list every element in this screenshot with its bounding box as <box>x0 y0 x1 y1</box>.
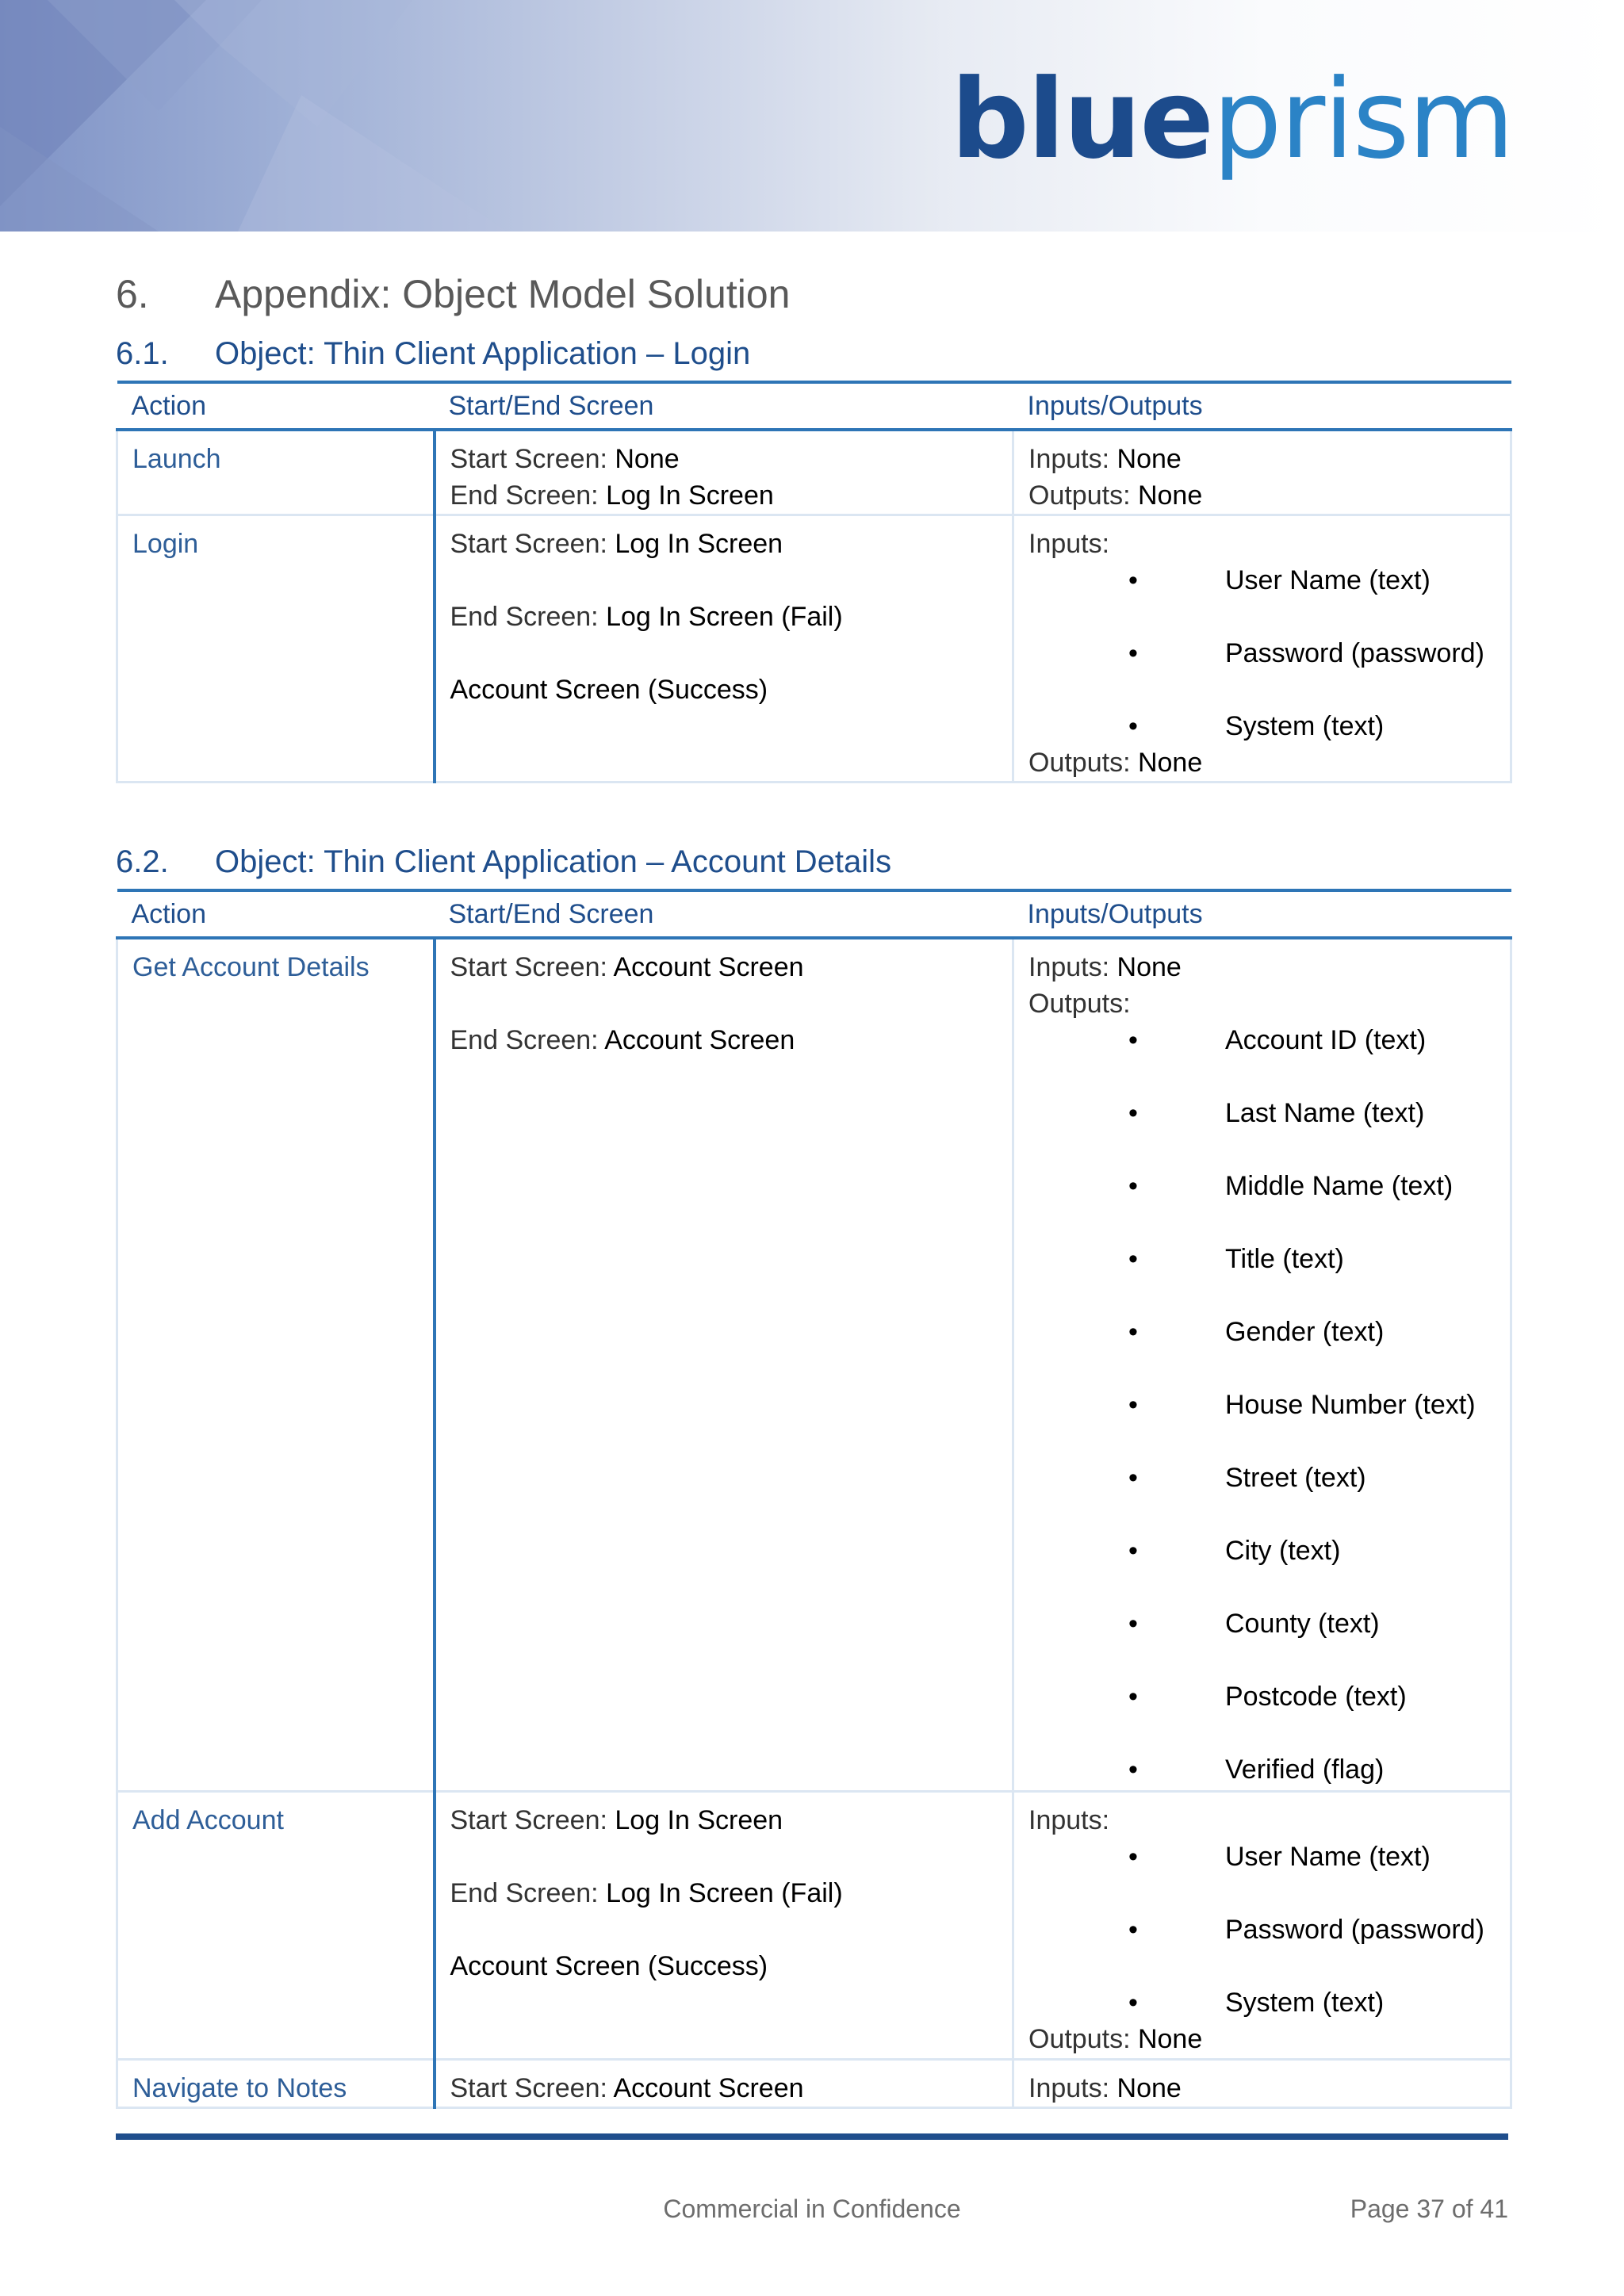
end-label: End Screen: <box>450 1877 599 1908</box>
bullet-icon: • <box>1128 1390 1138 1420</box>
section-title: Appendix: Object Model Solution <box>215 272 791 316</box>
logo-text-blue: blue <box>951 55 1212 183</box>
page-number: Page 37 of 41 <box>1350 2195 1508 2223</box>
header-banner <box>0 0 1624 232</box>
end-value: Account Screen <box>604 1025 795 1055</box>
subsection-title: Object: Thin Client Application – Login <box>215 336 751 371</box>
column-header-action: Action <box>117 382 435 430</box>
start-label: Start Screen: <box>450 952 607 982</box>
io-cell <box>1013 2059 1511 2107</box>
inputs-value: None <box>1116 444 1182 474</box>
start-label: Start Screen: <box>450 444 607 474</box>
column-header-screen: Start/End Screen <box>435 890 1013 938</box>
screen-cell <box>435 1791 1013 2059</box>
table-row <box>117 515 1511 783</box>
list-item: • User Name (text) <box>1028 1839 1496 1875</box>
screen-cell <box>435 938 1013 1791</box>
bullet-icon: • <box>1128 1025 1138 1055</box>
section-heading <box>116 271 790 317</box>
list-item: • House Number (text) <box>1028 1387 1496 1423</box>
action-name: Login <box>117 515 435 783</box>
list-item: • Postcode (text) <box>1028 1678 1496 1715</box>
inputs-label: Inputs: <box>1028 952 1110 982</box>
inputs-value: None <box>1116 952 1182 982</box>
list-item: • Account ID (text) <box>1028 1022 1496 1058</box>
table-row <box>117 938 1511 1791</box>
column-header-io: Inputs/Outputs <box>1013 382 1511 430</box>
io-cell <box>1013 1791 1511 2059</box>
end-label: End Screen: <box>450 480 599 511</box>
list-item: • Password (password) <box>1028 635 1496 672</box>
action-name: Navigate to Notes <box>117 2059 435 2107</box>
list-item: • Verified (flag) <box>1028 1751 1496 1788</box>
blueprism-logo <box>951 55 1513 183</box>
io-cell <box>1013 938 1511 1791</box>
column-header-screen: Start/End Screen <box>435 382 1013 430</box>
subsection-heading-account-details <box>116 844 891 880</box>
table-header-row <box>117 382 1511 430</box>
bullet-icon: • <box>1128 1841 1138 1872</box>
subsection-heading-login <box>116 336 750 372</box>
list-item: • User Name (text) <box>1028 562 1496 599</box>
end-value: Log In Screen (Fail) <box>606 1877 843 1908</box>
table-row <box>117 1791 1511 2059</box>
inputs-label: Inputs: <box>1028 529 1110 559</box>
inputs-label: Inputs: <box>1028 2072 1110 2103</box>
start-value: None <box>615 444 680 474</box>
bullet-icon: • <box>1128 1171 1138 1201</box>
list-item: • Last Name (text) <box>1028 1095 1496 1131</box>
end-label: End Screen: <box>450 602 599 632</box>
subsection-number: 6.1. <box>116 336 169 371</box>
screen-cell <box>435 2059 1013 2107</box>
inputs-value: None <box>1116 2072 1182 2103</box>
outputs-label: Outputs: <box>1028 989 1131 1019</box>
subsection-number: 6.2. <box>116 844 169 879</box>
inputs-label: Inputs: <box>1028 1804 1110 1835</box>
table-row <box>117 2059 1511 2107</box>
column-header-action: Action <box>117 890 435 938</box>
list-item: • System (text) <box>1028 1984 1496 2021</box>
start-value: Log In Screen <box>615 1804 783 1835</box>
bullet-icon: • <box>1128 1317 1138 1347</box>
list-item: • Middle Name (text) <box>1028 1168 1496 1204</box>
start-value: Account Screen <box>613 952 804 982</box>
list-item: • Password (password) <box>1028 1911 1496 1948</box>
bullet-icon: • <box>1128 711 1138 741</box>
bullet-icon: • <box>1128 1755 1138 1785</box>
start-label: Start Screen: <box>450 2072 607 2103</box>
end-extra-value: Account Screen (Success) <box>450 675 768 705</box>
list-item: • Gender (text) <box>1028 1314 1496 1350</box>
end-label: End Screen: <box>450 1025 599 1055</box>
bullet-icon: • <box>1128 1244 1138 1274</box>
login-object-table <box>116 381 1512 783</box>
list-item: • System (text) <box>1028 708 1496 744</box>
bullet-icon: • <box>1128 1609 1138 1639</box>
subsection-title: Object: Thin Client Application – Account Details <box>215 844 892 879</box>
bullet-icon: • <box>1128 638 1138 668</box>
bullet-icon: • <box>1128 1536 1138 1566</box>
bullet-icon: • <box>1128 1682 1138 1712</box>
list-item: • Title (text) <box>1028 1241 1496 1277</box>
account-details-object-table <box>116 889 1512 2109</box>
start-label: Start Screen: <box>450 529 607 559</box>
end-value: Log In Screen (Fail) <box>606 602 843 632</box>
confidentiality-note: Commercial in Confidence <box>663 2195 961 2223</box>
list-item: • Street (text) <box>1028 1460 1496 1496</box>
outputs-label: Outputs: <box>1028 2023 1131 2054</box>
start-value: Account Screen <box>613 2072 804 2103</box>
outputs-value: None <box>1137 748 1203 778</box>
list-item: • County (text) <box>1028 1605 1496 1642</box>
outputs-value: None <box>1137 2023 1203 2054</box>
inputs-label: Inputs: <box>1028 444 1110 474</box>
end-value: Log In Screen <box>606 480 774 511</box>
table-row <box>117 430 1511 515</box>
bullet-icon: • <box>1128 1987 1138 2018</box>
action-name: Launch <box>117 430 435 515</box>
outputs-label: Outputs: <box>1028 748 1131 778</box>
io-cell <box>1013 515 1511 783</box>
action-name: Add Account <box>117 1791 435 2059</box>
action-name: Get Account Details <box>117 938 435 1791</box>
logo-text-prism: prism <box>1212 55 1513 183</box>
bullet-icon: • <box>1128 1463 1138 1493</box>
table-header-row <box>117 890 1511 938</box>
start-value: Log In Screen <box>615 529 783 559</box>
screen-cell <box>435 515 1013 783</box>
end-extra-value: Account Screen (Success) <box>450 1950 768 1981</box>
bullet-icon: • <box>1128 1914 1138 1945</box>
column-header-io: Inputs/Outputs <box>1013 890 1511 938</box>
outputs-label: Outputs: <box>1028 480 1131 511</box>
footer-divider <box>116 2133 1508 2140</box>
screen-cell <box>435 430 1013 515</box>
io-cell <box>1013 430 1511 515</box>
bullet-icon: • <box>1128 1098 1138 1128</box>
bullet-icon: • <box>1128 565 1138 595</box>
start-label: Start Screen: <box>450 1804 607 1835</box>
list-item: • City (text) <box>1028 1533 1496 1569</box>
section-number: 6. <box>116 272 149 316</box>
outputs-value: None <box>1137 480 1203 511</box>
